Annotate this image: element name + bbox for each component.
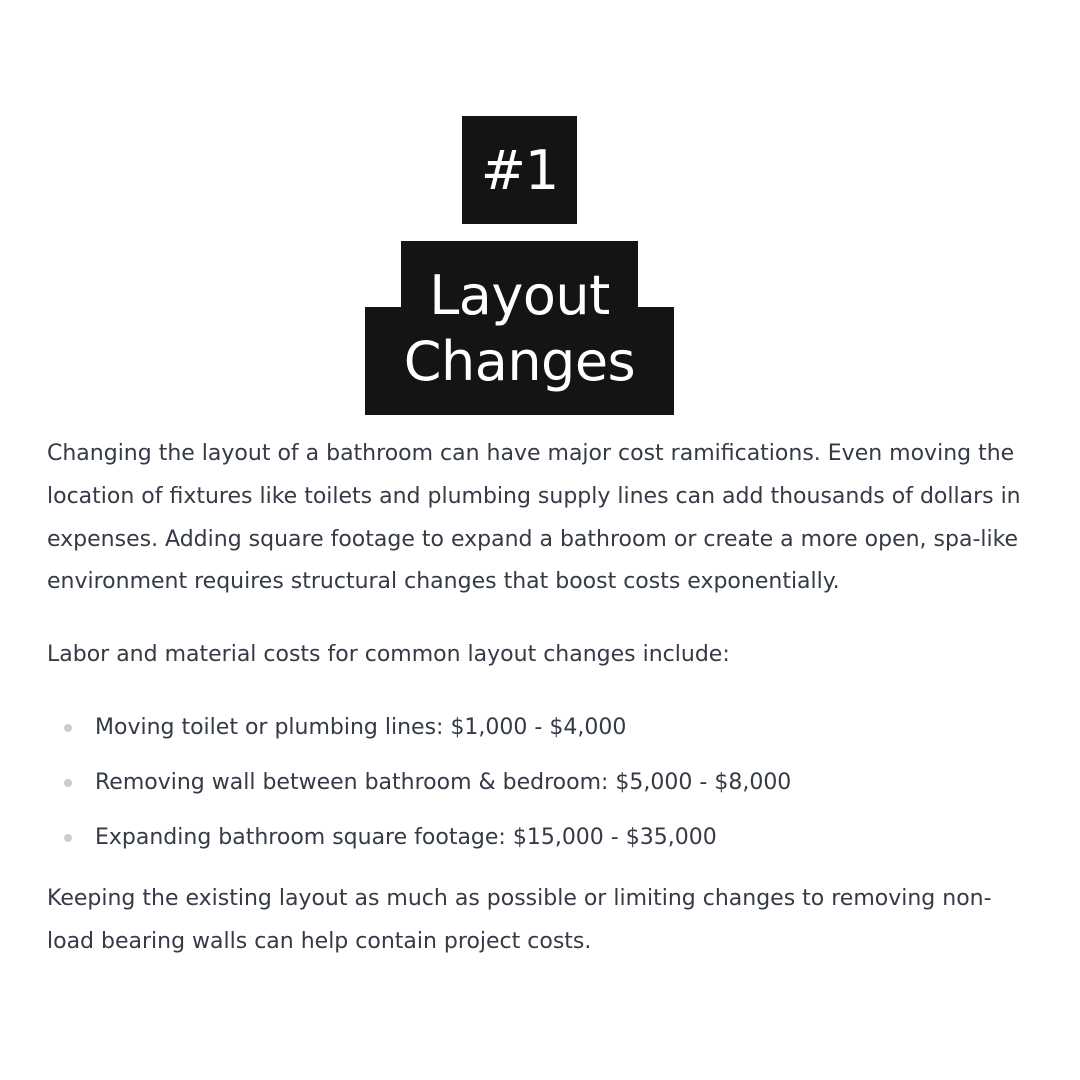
cost-list (47, 707, 1037, 859)
list-item (47, 817, 1037, 860)
list-item (47, 762, 1037, 805)
list-item-text: Removing wall between bathroom & bedroom: $5,000 - $8,000 (95, 769, 792, 795)
title-line-2: Changes (403, 330, 636, 393)
list-item (47, 707, 1037, 750)
list-item-text: Moving toilet or plumbing lines: $1,000 - $4,000 (95, 714, 627, 740)
article-body (47, 433, 1037, 964)
bullet-icon (64, 779, 72, 787)
bullet-icon (64, 724, 72, 732)
title-line-1: Layout (429, 264, 610, 327)
number-badge (462, 116, 577, 224)
title-block (365, 241, 674, 415)
page-title (365, 263, 674, 395)
badge-number-text: #1 (480, 138, 559, 202)
bullet-icon (64, 834, 72, 842)
list-intro: Labor and material costs for common layout changes include: (47, 642, 730, 668)
list-item-text: Expanding bathroom square footage: $15,000 - $35,000 (95, 824, 717, 850)
intro-paragraph: Changing the layout of a bathroom can have major cost ramifications. Even moving the location of fixtures like toilets and plumbing supply lines can add thousands of dollars in expenses. Adding square footage to expand a bathroom or create a more open, spa-like environment requires structural changes that boost costs exponentially. (47, 441, 1021, 595)
closing-paragraph: Keeping the existing layout as much as possible or limiting changes to removing non-load bearing walls can help contain project costs. (47, 886, 992, 955)
